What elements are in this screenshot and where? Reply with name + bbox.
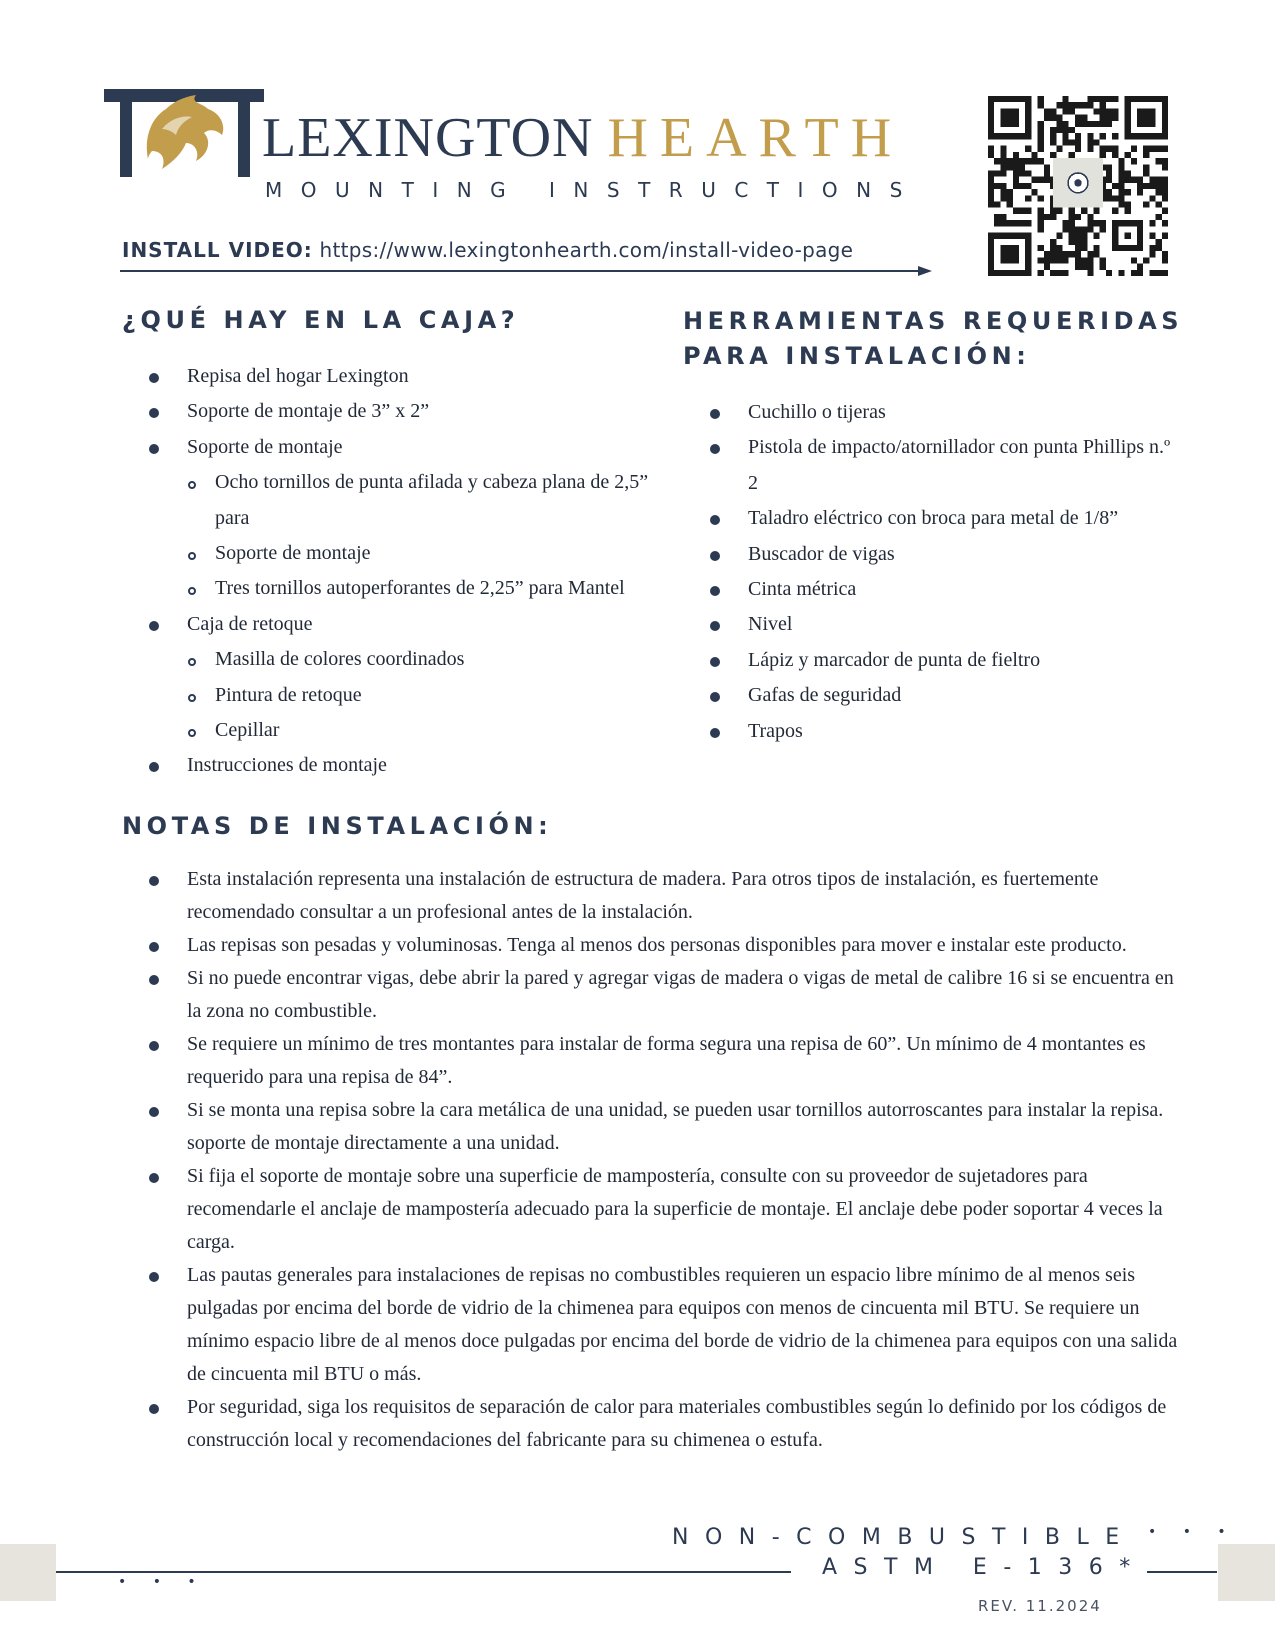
list-item: Buscador de vigas [683, 537, 1183, 572]
install-video-line [122, 238, 853, 262]
footer-divider-left [56, 1571, 791, 1573]
arrow-right-icon [120, 264, 932, 278]
box-contents-list [122, 359, 662, 784]
required-tools-heading-line2: PARA INSTALACIÓN: [683, 342, 1031, 370]
list-item: Se requiere un mínimo de tres montantes para instalar de forma segura una repisa de 60”. Un mínimo de 4 montantes es requerido para una repisa de 84”. [122, 1028, 1182, 1094]
list-item: Si no puede encontrar vigas, debe abrir la pared y agregar vigas de madera o vigas de metal de calibre 16 si se encuentra en la zona no combustible. [122, 962, 1182, 1028]
list-item: Soporte de montaje de 3” x 2” [122, 394, 662, 429]
list-item: Soporte de montaje [122, 430, 662, 465]
list-item: Las repisas son pesadas y voluminosas. Tenga al menos dos personas disponibles para mover e instalar este producto. [122, 929, 1182, 962]
list-item: Instrucciones de montaje [122, 748, 662, 783]
footer-dots-right: • • • [1148, 1524, 1237, 1540]
sub-list-item: Cepillar [122, 713, 662, 748]
installation-notes-list [122, 863, 1182, 1457]
document-subtitle: MOUNTING INSTRUCTIONS [265, 178, 921, 202]
brand-name-part2: HEARTH [607, 107, 904, 169]
list-item: Lápiz y marcador de punta de fieltro [683, 643, 1183, 678]
list-item: Esta instalación representa una instalación de estructura de madera. Para otros tipos de instalación, es fuertemente recomendado consultar a un profesional antes de la instalación. [122, 863, 1182, 929]
sub-list-item: Masilla de colores coordinados [122, 642, 662, 677]
list-item: Nivel [683, 607, 1183, 642]
sub-list-item: Soporte de montaje [122, 536, 662, 571]
list-item: Pistola de impacto/atornillador con punta Phillips n.º 2 [683, 430, 1183, 501]
footer-divider-right [1147, 1571, 1217, 1573]
footer-rating-line1: NON-COMBUSTIBLE [672, 1525, 1136, 1550]
lexington-hearth-logo-icon [104, 89, 264, 177]
list-item: Gafas de seguridad [683, 678, 1183, 713]
footer-accent-block-left [0, 1544, 56, 1601]
install-video-label: INSTALL VIDEO: [122, 238, 313, 262]
list-item: Por seguridad, siga los requisitos de separación de calor para materiales combustibles según lo definido por los códigos de construcción local y recomendaciones del fabricante para su chimenea o estufa. [122, 1391, 1182, 1457]
brand-name [262, 107, 904, 169]
install-video-link[interactable]: https://www.lexingtonhearth.com/install-video-page [319, 238, 854, 262]
brand-name-part1: LEXINGTON [262, 107, 594, 169]
required-tools-list [683, 395, 1183, 749]
sub-list-item: Pintura de retoque [122, 678, 662, 713]
in-the-box-heading: ¿QUÉ HAY EN LA CAJA? [122, 306, 520, 334]
required-tools-heading [683, 304, 1183, 374]
list-item: Cuchillo o tijeras [683, 395, 1183, 430]
required-tools-heading-line1: HERRAMIENTAS REQUERIDAS [683, 307, 1184, 335]
revision-label: REV. 11.2024 [978, 1597, 1102, 1615]
list-item: Si se monta una repisa sobre la cara metálica de una unidad, se pueden usar tornillos autorroscantes para instalar la repisa. soporte de montaje directamente a una unidad. [122, 1094, 1182, 1160]
list-item: Trapos [683, 714, 1183, 749]
list-item: Si fija el soporte de montaje sobre una superficie de mampostería, consulte con su proveedor de sujetadores para recomendarle el anclaje de mampostería adecuado para la superficie de montaje. El anclaje debe poder soportar 4 veces la carga. [122, 1160, 1182, 1259]
sub-list-item: Ocho tornillos de punta afilada y cabeza plana de 2,5” para [122, 465, 662, 536]
footer-rating-line2: ASTM E-136* [822, 1555, 1147, 1580]
sub-list-item: Tres tornillos autoperforantes de 2,25” para Mantel [122, 571, 662, 606]
qr-code-icon[interactable] [988, 96, 1168, 276]
footer-dots-left: • • • [118, 1574, 207, 1590]
list-item: Cinta métrica [683, 572, 1183, 607]
list-item: Caja de retoque [122, 607, 662, 642]
list-item: Repisa del hogar Lexington [122, 359, 662, 394]
list-item: Las pautas generales para instalaciones de repisas no combustibles requieren un espacio libre mínimo de al menos seis pulgadas por encima del borde de vidrio de la chimenea para equipos con menos de cincuenta mil BTU. Se requiere un mínimo espacio libre de al menos doce pulgadas por encima del borde de vidrio de la chimenea para equipos con una salida de cincuenta mil BTU o más. [122, 1259, 1182, 1391]
installation-notes-heading: NOTAS DE INSTALACIÓN: [122, 812, 553, 840]
list-item: Taladro eléctrico con broca para metal de 1/8” [683, 501, 1183, 536]
footer-accent-block-right [1218, 1544, 1275, 1601]
